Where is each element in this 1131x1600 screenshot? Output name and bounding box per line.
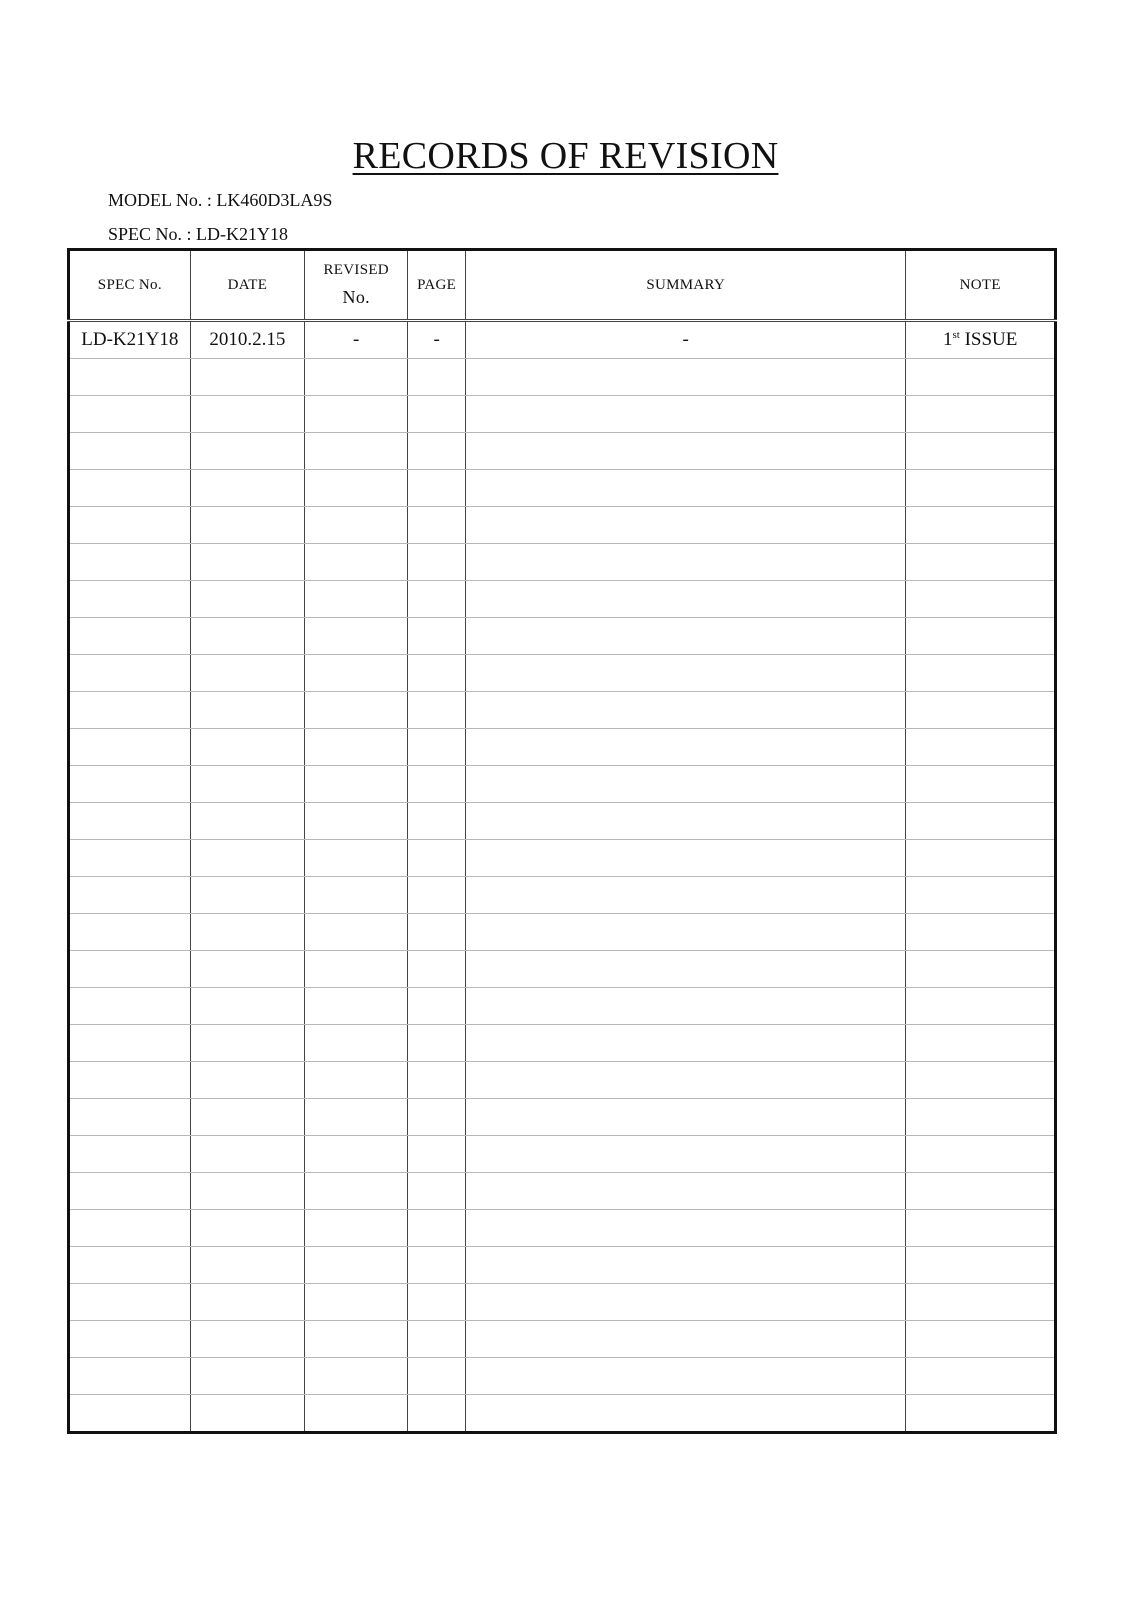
cell-spec-no: LD-K21Y18 bbox=[69, 321, 191, 359]
empty-cell bbox=[190, 655, 304, 692]
empty-cell bbox=[305, 1358, 408, 1395]
empty-cell bbox=[408, 840, 466, 877]
spec-number: SPEC No. : LD-K21Y18 bbox=[108, 224, 289, 244]
empty-cell bbox=[190, 1247, 304, 1284]
page-title: RECORDS OF REVISION bbox=[352, 135, 779, 177]
empty-cell bbox=[69, 840, 191, 877]
empty-cell bbox=[466, 729, 906, 766]
empty-cell bbox=[190, 544, 304, 581]
empty-cell bbox=[69, 359, 191, 396]
empty-cell bbox=[408, 766, 466, 803]
empty-cell bbox=[69, 877, 191, 914]
header-date: DATE bbox=[190, 250, 304, 321]
empty-cell bbox=[906, 655, 1056, 692]
empty-cell bbox=[466, 1321, 906, 1358]
empty-cell bbox=[466, 951, 906, 988]
empty-cell bbox=[408, 396, 466, 433]
empty-cell bbox=[69, 1210, 191, 1247]
empty-cell bbox=[305, 988, 408, 1025]
empty-cell bbox=[906, 766, 1056, 803]
header-revised-no-label: No. bbox=[342, 287, 370, 307]
table-row bbox=[69, 1210, 1056, 1247]
empty-cell bbox=[466, 470, 906, 507]
empty-cell bbox=[69, 803, 191, 840]
empty-cell bbox=[466, 655, 906, 692]
empty-cell bbox=[906, 396, 1056, 433]
empty-cell bbox=[408, 433, 466, 470]
empty-cell bbox=[906, 840, 1056, 877]
empty-cell bbox=[906, 359, 1056, 396]
table-row bbox=[69, 1321, 1056, 1358]
empty-cell bbox=[305, 581, 408, 618]
empty-cell bbox=[190, 914, 304, 951]
table-row bbox=[69, 1062, 1056, 1099]
empty-cell bbox=[305, 803, 408, 840]
table-row bbox=[69, 1247, 1056, 1284]
table-row bbox=[69, 692, 1056, 729]
table-row bbox=[69, 655, 1056, 692]
empty-cell bbox=[408, 1173, 466, 1210]
empty-cell bbox=[408, 1358, 466, 1395]
empty-cell bbox=[466, 803, 906, 840]
empty-cell bbox=[190, 396, 304, 433]
empty-cell bbox=[408, 914, 466, 951]
empty-cell bbox=[69, 1025, 191, 1062]
table-row bbox=[69, 359, 1056, 396]
empty-cell bbox=[69, 470, 191, 507]
empty-cell bbox=[305, 1210, 408, 1247]
empty-cell bbox=[906, 470, 1056, 507]
empty-cell bbox=[906, 618, 1056, 655]
empty-cell bbox=[466, 1395, 906, 1433]
empty-cell bbox=[906, 914, 1056, 951]
empty-cell bbox=[408, 1025, 466, 1062]
empty-cell bbox=[190, 581, 304, 618]
empty-cell bbox=[190, 1099, 304, 1136]
empty-cell bbox=[906, 1247, 1056, 1284]
empty-cell bbox=[190, 1395, 304, 1433]
table-row bbox=[69, 507, 1056, 544]
empty-cell bbox=[408, 507, 466, 544]
empty-cell bbox=[69, 1358, 191, 1395]
empty-cell bbox=[408, 1321, 466, 1358]
model-number: MODEL No. : LK460D3LA9S bbox=[108, 190, 333, 210]
header-note: NOTE bbox=[906, 250, 1056, 321]
empty-cell bbox=[305, 1247, 408, 1284]
empty-cell bbox=[466, 692, 906, 729]
empty-cell bbox=[305, 877, 408, 914]
empty-cell bbox=[69, 433, 191, 470]
table-row bbox=[69, 914, 1056, 951]
empty-cell bbox=[69, 1173, 191, 1210]
empty-cell bbox=[408, 1284, 466, 1321]
table-row bbox=[69, 1358, 1056, 1395]
empty-cell bbox=[906, 544, 1056, 581]
table-row bbox=[69, 1136, 1056, 1173]
empty-cell bbox=[906, 877, 1056, 914]
empty-cell bbox=[305, 470, 408, 507]
empty-cell bbox=[305, 396, 408, 433]
empty-cell bbox=[408, 359, 466, 396]
empty-cell bbox=[190, 1284, 304, 1321]
empty-cell bbox=[466, 1247, 906, 1284]
table-row bbox=[69, 988, 1056, 1025]
empty-cell bbox=[408, 655, 466, 692]
table-row bbox=[69, 803, 1056, 840]
empty-cell bbox=[190, 692, 304, 729]
empty-cell bbox=[305, 359, 408, 396]
empty-cell bbox=[305, 729, 408, 766]
empty-cell bbox=[305, 544, 408, 581]
empty-cell bbox=[190, 766, 304, 803]
empty-cell bbox=[69, 507, 191, 544]
cell-revised-no: - bbox=[305, 321, 408, 359]
empty-cell bbox=[305, 692, 408, 729]
empty-cell bbox=[906, 1395, 1056, 1433]
table-row bbox=[69, 581, 1056, 618]
empty-cell bbox=[408, 544, 466, 581]
empty-cell bbox=[69, 951, 191, 988]
empty-cell bbox=[69, 914, 191, 951]
empty-cell bbox=[190, 470, 304, 507]
empty-cell bbox=[190, 1210, 304, 1247]
empty-cell bbox=[408, 618, 466, 655]
empty-cell bbox=[466, 1358, 906, 1395]
header-revised-label: REVISED bbox=[323, 262, 389, 278]
empty-cell bbox=[466, 1210, 906, 1247]
empty-cell bbox=[408, 1210, 466, 1247]
empty-cell bbox=[408, 803, 466, 840]
empty-cell bbox=[190, 1062, 304, 1099]
header-revised-no bbox=[305, 250, 408, 321]
empty-cell bbox=[190, 433, 304, 470]
empty-cell bbox=[906, 1136, 1056, 1173]
empty-cell bbox=[466, 1062, 906, 1099]
empty-cell bbox=[69, 581, 191, 618]
empty-cell bbox=[305, 618, 408, 655]
note-number: 1 bbox=[943, 329, 953, 350]
empty-cell bbox=[906, 1025, 1056, 1062]
table-row bbox=[69, 1395, 1056, 1433]
header-summary: SUMMARY bbox=[466, 250, 906, 321]
empty-cell bbox=[69, 618, 191, 655]
empty-cell bbox=[305, 433, 408, 470]
empty-cell bbox=[408, 692, 466, 729]
empty-cell bbox=[466, 359, 906, 396]
empty-cell bbox=[190, 1136, 304, 1173]
table-row bbox=[69, 470, 1056, 507]
empty-cell bbox=[305, 1395, 408, 1433]
table-row bbox=[69, 1173, 1056, 1210]
empty-cell bbox=[466, 914, 906, 951]
cell-page: - bbox=[408, 321, 466, 359]
empty-cell bbox=[69, 1395, 191, 1433]
empty-cell bbox=[190, 1025, 304, 1062]
empty-cell bbox=[906, 803, 1056, 840]
empty-cell bbox=[408, 1395, 466, 1433]
empty-cell bbox=[69, 655, 191, 692]
cell-summary: - bbox=[466, 321, 906, 359]
empty-cell bbox=[906, 1358, 1056, 1395]
table-row bbox=[69, 1099, 1056, 1136]
empty-cell bbox=[305, 1099, 408, 1136]
empty-cell bbox=[190, 988, 304, 1025]
empty-cell bbox=[305, 1321, 408, 1358]
empty-cell bbox=[305, 1173, 408, 1210]
empty-cell bbox=[906, 692, 1056, 729]
empty-cell bbox=[466, 988, 906, 1025]
header-page: PAGE bbox=[408, 250, 466, 321]
empty-cell bbox=[466, 1284, 906, 1321]
empty-cell bbox=[408, 729, 466, 766]
empty-cell bbox=[190, 618, 304, 655]
empty-cell bbox=[906, 729, 1056, 766]
empty-cell bbox=[69, 729, 191, 766]
empty-cell bbox=[305, 914, 408, 951]
empty-cell bbox=[69, 396, 191, 433]
empty-cell bbox=[906, 507, 1056, 544]
empty-cell bbox=[466, 544, 906, 581]
revision-table bbox=[67, 248, 1057, 1434]
empty-cell bbox=[466, 396, 906, 433]
empty-cell bbox=[466, 1099, 906, 1136]
empty-cell bbox=[305, 1025, 408, 1062]
empty-cell bbox=[466, 581, 906, 618]
table-row bbox=[69, 321, 1056, 359]
empty-cell bbox=[69, 1099, 191, 1136]
empty-cell bbox=[190, 359, 304, 396]
table-row bbox=[69, 877, 1056, 914]
empty-cell bbox=[408, 470, 466, 507]
empty-cell bbox=[190, 840, 304, 877]
table-row bbox=[69, 396, 1056, 433]
empty-cell bbox=[906, 1321, 1056, 1358]
table-row bbox=[69, 766, 1056, 803]
empty-cell bbox=[466, 877, 906, 914]
empty-cell bbox=[906, 433, 1056, 470]
table-row bbox=[69, 951, 1056, 988]
empty-cell bbox=[305, 951, 408, 988]
empty-cell bbox=[69, 1321, 191, 1358]
empty-cell bbox=[69, 1136, 191, 1173]
empty-cell bbox=[69, 1062, 191, 1099]
table-row bbox=[69, 544, 1056, 581]
table-row bbox=[69, 1284, 1056, 1321]
empty-cell bbox=[408, 1136, 466, 1173]
empty-cell bbox=[190, 1173, 304, 1210]
empty-cell bbox=[466, 433, 906, 470]
empty-cell bbox=[466, 766, 906, 803]
empty-cell bbox=[466, 840, 906, 877]
cell-note bbox=[906, 321, 1056, 359]
empty-cell bbox=[466, 1173, 906, 1210]
empty-cell bbox=[190, 1321, 304, 1358]
empty-cell bbox=[906, 1284, 1056, 1321]
table-row bbox=[69, 618, 1056, 655]
empty-cell bbox=[906, 1173, 1056, 1210]
table-row bbox=[69, 840, 1056, 877]
empty-cell bbox=[906, 1210, 1056, 1247]
empty-cell bbox=[408, 877, 466, 914]
empty-cell bbox=[69, 544, 191, 581]
empty-cell bbox=[408, 1099, 466, 1136]
empty-cell bbox=[408, 581, 466, 618]
empty-cell bbox=[305, 840, 408, 877]
empty-cell bbox=[190, 1358, 304, 1395]
empty-cell bbox=[69, 766, 191, 803]
header-spec-no: SPEC No. bbox=[69, 250, 191, 321]
empty-cell bbox=[466, 1136, 906, 1173]
empty-cell bbox=[466, 618, 906, 655]
empty-cell bbox=[190, 507, 304, 544]
empty-cell bbox=[69, 1247, 191, 1284]
note-ordinal-suffix: st bbox=[952, 329, 960, 341]
empty-cell bbox=[906, 1062, 1056, 1099]
empty-cell bbox=[305, 1284, 408, 1321]
empty-cell bbox=[69, 1284, 191, 1321]
empty-cell bbox=[305, 1136, 408, 1173]
empty-cell bbox=[69, 988, 191, 1025]
table-row bbox=[69, 433, 1056, 470]
empty-cell bbox=[190, 877, 304, 914]
table-row bbox=[69, 729, 1056, 766]
empty-cell bbox=[190, 951, 304, 988]
empty-cell bbox=[466, 1025, 906, 1062]
table-row bbox=[69, 1025, 1056, 1062]
empty-cell bbox=[906, 581, 1056, 618]
empty-cell bbox=[906, 1099, 1056, 1136]
empty-cell bbox=[906, 951, 1056, 988]
empty-cell bbox=[305, 766, 408, 803]
empty-cell bbox=[305, 655, 408, 692]
header-row bbox=[69, 250, 1056, 321]
empty-cell bbox=[466, 507, 906, 544]
note-text: ISSUE bbox=[959, 329, 1018, 350]
empty-cell bbox=[408, 988, 466, 1025]
empty-cell bbox=[408, 1247, 466, 1284]
cell-date: 2010.2.15 bbox=[190, 321, 304, 359]
empty-cell bbox=[906, 988, 1056, 1025]
empty-cell bbox=[305, 1062, 408, 1099]
empty-cell bbox=[190, 729, 304, 766]
empty-cell bbox=[408, 1062, 466, 1099]
empty-cell bbox=[408, 951, 466, 988]
empty-cell bbox=[305, 507, 408, 544]
empty-cell bbox=[69, 692, 191, 729]
empty-cell bbox=[190, 803, 304, 840]
